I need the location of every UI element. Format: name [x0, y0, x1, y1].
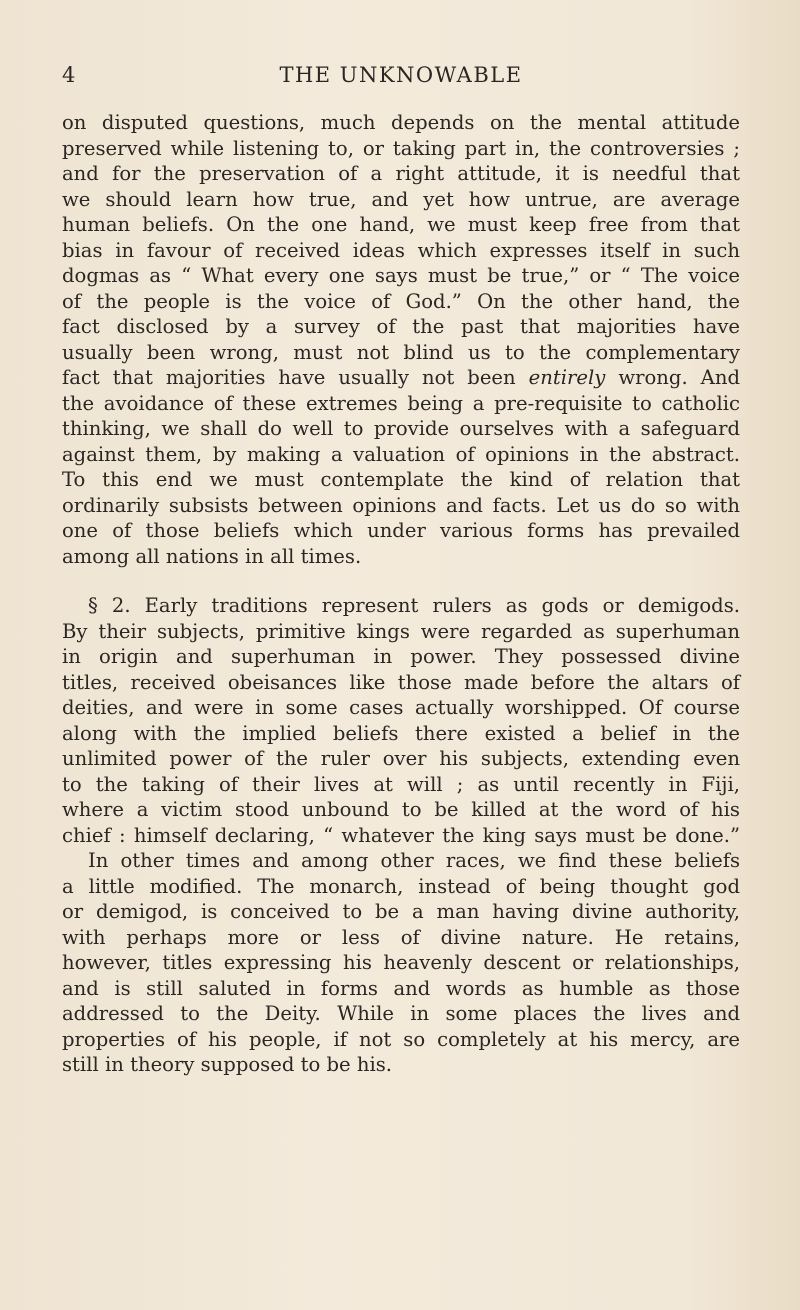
text-line: one of those beliefs which under various forms has prevailed: [62, 519, 740, 542]
text-line-with-emphasis: [62, 365, 740, 391]
text-line: of the people is the voice of God.” On the other hand, the: [62, 289, 740, 313]
body-text: [62, 110, 740, 1078]
text-line: addressed to the Deity. While in some places the lives and: [62, 1002, 740, 1025]
text-line: and for the preservation of a right attitude, it is needful that: [62, 162, 740, 185]
text-line: on disputed questions, much depends on the mental attitude: [62, 111, 740, 134]
text-line: still in theory supposed to be his.: [62, 1053, 393, 1076]
text-line: chief : himself declaring, “ whatever the king says must be done.”: [62, 823, 740, 847]
text-line: the avoidance of these extremes being a pre-requisite to catholic: [62, 391, 740, 415]
text-line: § 2. Early traditions represent rulers as gods or demigods.: [88, 594, 740, 617]
text-line: ordinarily subsists between opinions and facts. Let us do so with: [62, 493, 740, 517]
text-line: and is still saluted in forms and words as humble as those: [62, 976, 740, 1000]
page-number: 4: [62, 63, 76, 87]
text-line: among all nations in all times.: [62, 544, 362, 568]
text-line: preserved while listening to, or taking part in, the controversies ;: [62, 136, 740, 160]
text-line: thinking, we shall do well to provide ourselves with a safeguard: [62, 417, 740, 440]
text-line: bias in favour of received ideas which expresses itself in such: [62, 238, 740, 262]
text-line: By their subjects, primitive kings were regarded as superhuman: [62, 619, 740, 643]
text-line: to the taking of their lives at will ; as until recently in Fiji,: [62, 772, 740, 796]
text-line: a little modified. The monarch, instead of being thought god: [62, 874, 740, 898]
paragraph-1: [62, 110, 740, 569]
text-line: usually been wrong, must not blind us to the complementary: [62, 340, 740, 364]
text-line: dogmas as “ What every one says must be true,” or “ The voice: [62, 264, 740, 287]
text-line: or demigod, is conceived to be a man having divine authority,: [62, 900, 740, 923]
text-line: titles, received obeisances like those made before the altars of: [62, 670, 740, 694]
text-line: fact disclosed by a survey of the past that majorities have: [62, 315, 740, 338]
paragraph-2: [62, 593, 740, 1078]
running-title: THE UNKNOWABLE: [279, 63, 523, 87]
text-fragment: wrong. And: [618, 366, 740, 389]
text-line: however, titles expressing his heavenly descent or relationships,: [62, 951, 740, 974]
text-line: unlimited power of the ruler over his subjects, extending even: [62, 747, 740, 770]
text-line: where a victim stood unbound to be killed at the word of his: [62, 798, 740, 821]
text-line: human beliefs. On the one hand, we must keep free from that: [62, 213, 740, 236]
text-line: properties of his people, if not so completely at his mercy, are: [62, 1027, 740, 1051]
text-fragment: fact that majorities have usually not been: [62, 366, 529, 389]
text-line: along with the implied beliefs there existed a belief in the: [62, 721, 740, 745]
text-line: we should learn how true, and yet how untrue, are average: [62, 187, 740, 211]
text-line: In other times and among other races, we find these beliefs: [88, 849, 740, 872]
text-line: To this end we must contemplate the kind of relation that: [62, 468, 740, 491]
text-line: against them, by making a valuation of opinions in the abstract.: [62, 442, 740, 466]
emphasis-word: entirely: [528, 366, 606, 389]
text-line: with perhaps more or less of divine nature. He retains,: [62, 925, 740, 949]
running-head: [62, 60, 740, 90]
text-line: deities, and were in some cases actually worshipped. Of course: [62, 696, 740, 719]
text-line: in origin and superhuman in power. They possessed divine: [62, 645, 740, 668]
